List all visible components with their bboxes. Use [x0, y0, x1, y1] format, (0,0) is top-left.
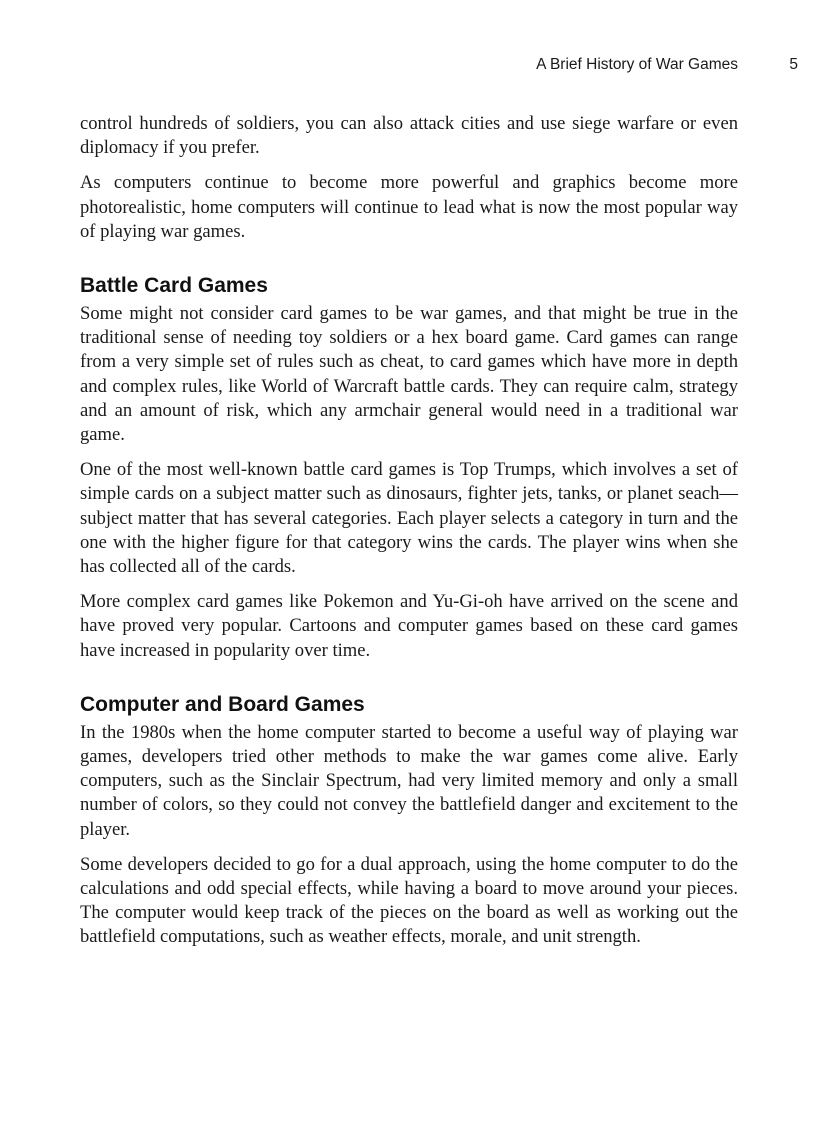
body-paragraph: In the 1980s when the home computer started to become a useful way of playing war games, developers tried other methods to make the war games come alive. Early computers, such as the Sinclair Spectrum, had very limited memory and only a small number of colors, so they could not convey the battlefield danger and excitement to the player. [80, 721, 738, 840]
body-paragraph: Some might not consider card games to be war games, and that might be true in the traditional sense of needing toy soldiers or a hex board game. Card games can range from a very simple set of rules such as cheat, to card games which have more in depth and complex rules, like World of Warcraft battle cards. They can require calm, strategy and an amount of risk, which any armchair general would need in a traditional war game. [80, 303, 738, 446]
running-header [80, 56, 798, 78]
body-paragraph: control hundreds of soldiers, you can also attack cities and use siege warfare or even diplomacy if you prefer. [80, 113, 738, 159]
body-paragraph: One of the most well-known battle card games is Top Trumps, which involves a set of simple cards on a subject matter such as dinosaurs, fighter jets, tanks, or planet seach—subject matter that has several categories. Each player selects a category in turn and the one with the higher figure for that category wins the cards. The player wins when she has collected all of the cards. [80, 459, 738, 578]
page-body [80, 112, 738, 961]
body-paragraph: Some developers decided to go for a dual approach, using the home computer to do the calculations and odd special effects, while having a board to move around your pieces. The computer would keep track of the pieces on the board as well as working out the battlefield computations, such as weather effects, morale, and unit strength. [80, 853, 738, 948]
body-paragraph: As computers continue to become more powerful and graphics become more photorealistic, home computers will continue to lead what is now the most popular way of playing war games. [80, 172, 738, 242]
body-paragraph: More complex card games like Pokemon and Yu-Gi-oh have arrived on the scene and have proved very popular. Cartoons and computer games based on these card games have increased in popularity over time. [80, 591, 738, 661]
section-heading-battle-card-games: Battle Card Games [80, 274, 268, 298]
page-number: 5 [789, 56, 798, 73]
section-heading-computer-and-board-games: Computer and Board Games [80, 692, 365, 716]
running-title: A Brief History of War Games [536, 56, 738, 73]
